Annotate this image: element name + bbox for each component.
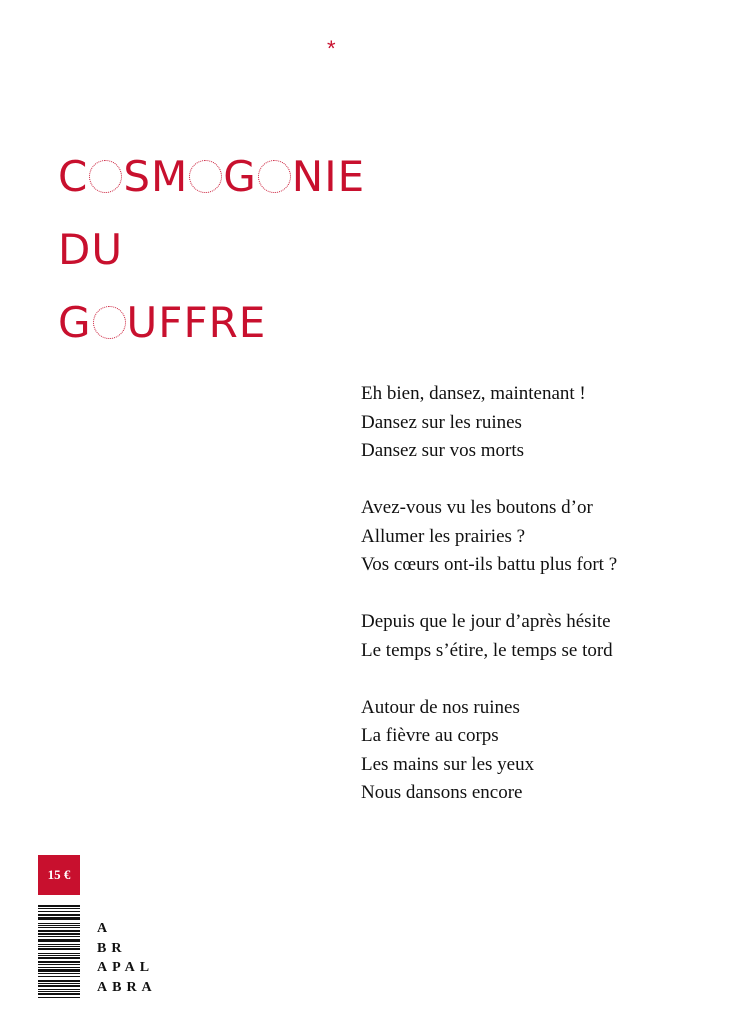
barcode-bar bbox=[38, 964, 80, 965]
barcode-bar bbox=[38, 983, 80, 984]
barcode-bar bbox=[38, 955, 80, 956]
poem-line: Autour de nos ruines bbox=[361, 696, 520, 718]
title-text: G bbox=[223, 152, 257, 201]
barcode-icon bbox=[38, 905, 80, 998]
publisher-line: A bbox=[97, 921, 113, 936]
barcode-bar bbox=[38, 980, 80, 982]
barcode-bar bbox=[38, 905, 80, 907]
dotted-circle-o-icon bbox=[89, 160, 122, 193]
barcode-bar bbox=[38, 908, 80, 909]
asterisk-ornament: * bbox=[327, 36, 336, 61]
barcode-bar bbox=[38, 933, 80, 935]
poem-line: Le temps s’étire, le temps se tord bbox=[361, 639, 613, 661]
barcode-bar bbox=[38, 957, 80, 959]
publisher-line: ABRA bbox=[97, 979, 157, 995]
book-title bbox=[58, 140, 365, 359]
poem bbox=[361, 380, 617, 836]
barcode-bar bbox=[38, 997, 80, 998]
poem-line: La fièvre au corps bbox=[361, 725, 499, 746]
poem-line: Eh bien, dansez, maintenant ! bbox=[361, 383, 586, 404]
barcode-bar bbox=[38, 985, 80, 987]
barcode-bar bbox=[38, 973, 80, 974]
publisher-logo bbox=[97, 919, 157, 997]
title-text: DU bbox=[58, 225, 124, 274]
title-text: G bbox=[58, 298, 92, 347]
poem-stanza bbox=[361, 694, 617, 808]
barcode-bar bbox=[38, 936, 80, 937]
barcode-bar bbox=[38, 917, 80, 920]
barcode-bar bbox=[38, 953, 80, 954]
dotted-circle-o-icon bbox=[93, 306, 126, 339]
barcode-bar bbox=[38, 948, 80, 950]
title-line-1 bbox=[58, 140, 365, 213]
barcode-bar bbox=[38, 961, 80, 963]
barcode-bar bbox=[38, 989, 80, 990]
title-text: C bbox=[58, 152, 89, 201]
barcode-bar bbox=[38, 967, 80, 968]
poem-line: Dansez sur vos morts bbox=[361, 440, 525, 461]
title-line-3 bbox=[58, 286, 365, 359]
barcode-bar bbox=[38, 969, 80, 972]
poem-line: Allumer les prairies ? bbox=[361, 525, 526, 547]
barcode-bar bbox=[38, 930, 80, 932]
barcode-bar bbox=[38, 976, 80, 977]
poem-stanza bbox=[361, 380, 617, 466]
barcode-bar bbox=[38, 914, 80, 916]
poem-stanza bbox=[361, 494, 617, 580]
price-badge: 15 € bbox=[38, 855, 80, 895]
barcode-bar bbox=[38, 923, 80, 924]
barcode-bar bbox=[38, 939, 80, 942]
barcode-bar bbox=[38, 944, 80, 945]
poem-stanza bbox=[361, 608, 617, 665]
barcode-bar bbox=[38, 991, 80, 992]
poem-line: Les mains sur les yeux bbox=[361, 753, 535, 775]
title-text: UFFRE bbox=[126, 298, 267, 347]
title-line-2 bbox=[58, 213, 365, 286]
barcode-bar bbox=[38, 993, 80, 995]
title-text: SM bbox=[123, 152, 189, 201]
poem-line: Vos cœurs ont-ils battu plus fort ? bbox=[361, 554, 618, 575]
poem-line: Dansez sur les ruines bbox=[361, 411, 522, 433]
publisher-line: APAL bbox=[97, 960, 155, 975]
barcode-bar bbox=[38, 946, 80, 947]
dotted-circle-o-icon bbox=[189, 160, 222, 193]
poem-line: Avez-vous vu les boutons d’or bbox=[361, 497, 593, 518]
barcode-bar bbox=[38, 925, 80, 926]
barcode-bar bbox=[38, 927, 80, 928]
publisher-line: BR bbox=[97, 940, 127, 956]
poem-line: Nous dansons encore bbox=[361, 782, 523, 803]
barcode-bar bbox=[38, 911, 80, 912]
dotted-circle-o-icon bbox=[258, 160, 291, 193]
poem-line: Depuis que le jour d’après hésite bbox=[361, 611, 611, 632]
title-text: NIE bbox=[291, 152, 366, 201]
